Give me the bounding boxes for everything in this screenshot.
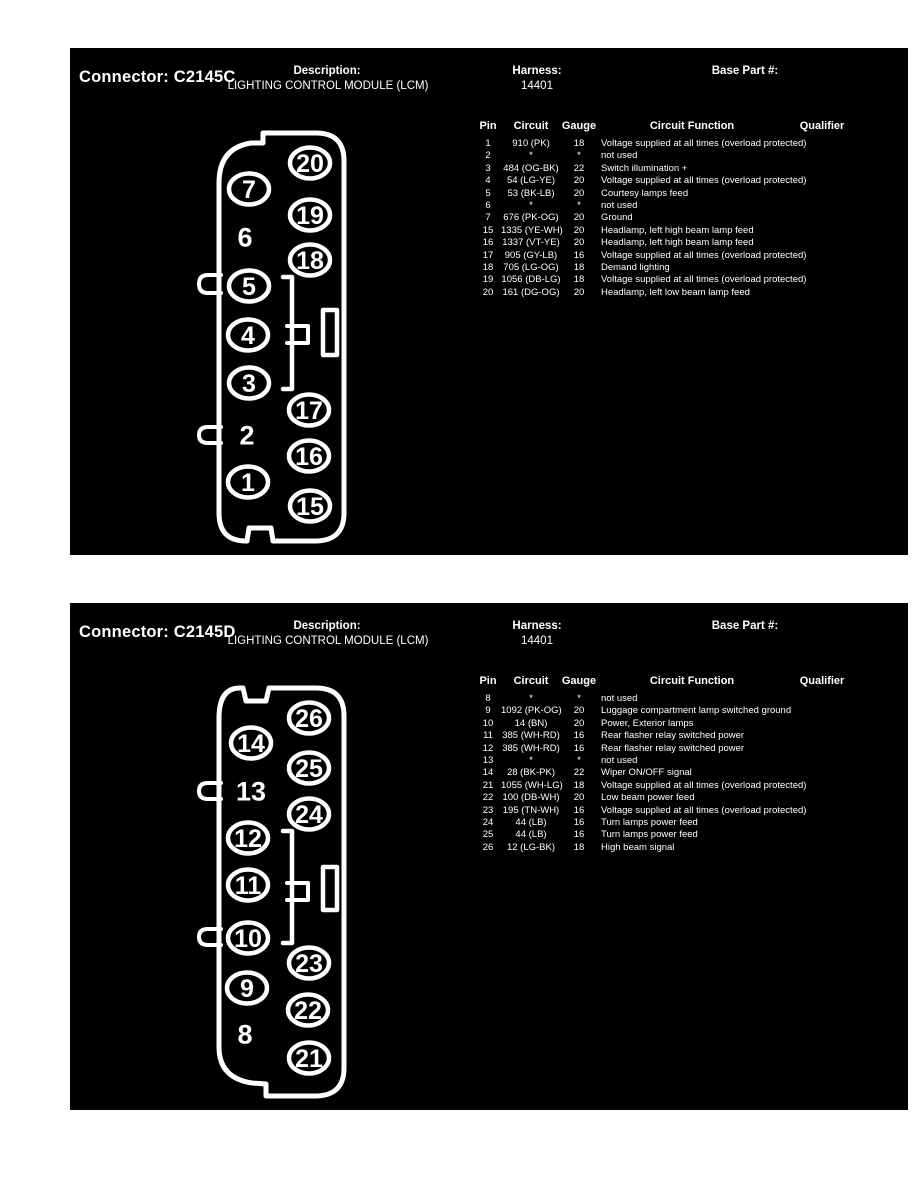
pin-number-8: 8 [237, 1019, 253, 1050]
pin-number-10: 10 [234, 925, 262, 953]
cell-function: Voltage supplied at all times (overload protected) [601, 804, 807, 816]
pin-number-19: 19 [296, 202, 324, 230]
cell-gauge: 20 [573, 187, 585, 199]
cell-gauge: 20 [573, 212, 585, 224]
connector-diagram [195, 683, 355, 1113]
cell-pin: 22 [482, 792, 494, 804]
connector-panel-c2145d [70, 603, 908, 1110]
cell-qualifier [787, 150, 857, 162]
cell-pin: 7 [485, 212, 491, 224]
cell-gauge: 20 [573, 224, 585, 236]
cell-function: not used [601, 693, 638, 704]
description-value: LIGHTING CONTROL MODULE (LCM) [227, 80, 429, 92]
pin-table-header [475, 120, 857, 138]
cell-circuit: 1337 (VT-YE) [502, 237, 560, 249]
cell-pin: 19 [482, 274, 494, 286]
cell-pin: 14 [482, 767, 494, 779]
pin-number-3: 3 [242, 370, 256, 398]
connector-title: Connector: C2145C [79, 68, 236, 86]
pin-table-body [475, 138, 857, 299]
cell-qualifier [787, 730, 857, 742]
cell-function: Headlamp, left high beam lamp feed [601, 224, 754, 236]
keyway-slot [323, 310, 337, 355]
col-header-function: Circuit Function [649, 675, 735, 687]
pin-table-row [475, 755, 857, 767]
pin-table-row [475, 188, 857, 200]
cell-circuit: 100 (DB-WH) [502, 792, 560, 804]
cell-qualifier [787, 817, 857, 829]
pin-group [227, 703, 329, 1074]
col-header-qualifier: Qualifier [799, 120, 845, 132]
cell-gauge: 20 [573, 792, 585, 804]
pin-table-row [475, 274, 857, 286]
col-header-function: Circuit Function [649, 120, 735, 132]
cell-function: Voltage supplied at all times (overload protected) [601, 274, 807, 286]
cell-pin: 12 [482, 742, 494, 754]
pin-table-row [475, 200, 857, 212]
base-part-label: Base Part #: [711, 65, 779, 77]
cell-gauge: * [577, 199, 581, 211]
cell-function: Low beam power feed [601, 792, 695, 804]
cell-circuit: 905 (GY-LB) [504, 249, 558, 261]
cell-qualifier [787, 262, 857, 274]
pin-table-row [475, 287, 857, 299]
cell-function: Power, Exterior lamps [601, 717, 694, 729]
col-header-pin: Pin [479, 675, 497, 687]
pin-number-18: 18 [296, 247, 324, 275]
cell-gauge: 18 [573, 779, 585, 791]
col-header-gauge: Gauge [561, 675, 597, 687]
cell-qualifier [787, 188, 857, 200]
cell-gauge: 16 [573, 804, 585, 816]
connector-diagram [195, 128, 355, 558]
cell-function: Rear flasher relay switched power [601, 742, 745, 754]
harness-label: Harness: [512, 620, 562, 632]
cell-gauge: * [577, 693, 581, 704]
col-header-qualifier: Qualifier [799, 675, 845, 687]
cell-circuit: 705 (LG-OG) [503, 261, 559, 273]
cell-function: Rear flasher relay switched power [601, 730, 745, 742]
cell-qualifier [787, 138, 857, 150]
cell-function: Voltage supplied at all times (overload protected) [601, 779, 807, 791]
pin-number-14: 14 [237, 730, 265, 758]
cell-gauge: 18 [573, 261, 585, 273]
cell-gauge: * [577, 754, 581, 766]
cell-circuit: 161 (DG-OG) [502, 286, 560, 298]
pin-table-row [475, 805, 857, 817]
pin-number-22: 22 [294, 997, 322, 1025]
cell-qualifier [787, 175, 857, 187]
pin-table [475, 675, 857, 854]
cell-qualifier [787, 805, 857, 817]
cell-pin: 9 [485, 705, 491, 717]
cell-gauge: 16 [573, 829, 585, 841]
cell-function: Wiper ON/OFF signal [601, 767, 692, 779]
cell-gauge: 20 [573, 717, 585, 729]
cell-function: Courtesy lamps feed [601, 187, 689, 199]
pin-number-21: 21 [295, 1045, 323, 1073]
cell-gauge: 16 [573, 816, 585, 828]
cell-qualifier [787, 163, 857, 175]
cell-circuit: 1335 (YE-WH) [501, 224, 563, 236]
cell-qualifier [787, 212, 857, 224]
cell-circuit: * [529, 150, 533, 162]
cell-gauge: 18 [573, 274, 585, 286]
cell-pin: 3 [485, 162, 491, 174]
cell-function: Voltage supplied at all times (overload protected) [601, 175, 807, 187]
pin-table-row [475, 175, 857, 187]
cell-circuit: 385 (WH-RD) [502, 742, 560, 754]
cell-qualifier [787, 705, 857, 717]
cell-function: Voltage supplied at all times (overload protected) [601, 138, 807, 149]
cell-qualifier [787, 237, 857, 249]
cell-qualifier [787, 718, 857, 730]
cell-pin: 1 [485, 138, 491, 149]
cell-circuit: 54 (LG-YE) [506, 175, 556, 187]
col-header-circuit: Circuit [513, 120, 549, 132]
cell-qualifier [787, 225, 857, 237]
pin-table-row [475, 212, 857, 224]
cell-qualifier [787, 829, 857, 841]
cell-circuit: 1055 (WH-LG) [501, 779, 563, 791]
pin-group [228, 148, 330, 522]
cell-qualifier [787, 693, 857, 705]
pin-table-row [475, 163, 857, 175]
cell-gauge: 18 [573, 841, 585, 853]
pin-number-7: 7 [242, 176, 256, 204]
cell-gauge: 16 [573, 730, 585, 742]
cell-gauge: 20 [573, 286, 585, 298]
cell-pin: 20 [482, 286, 494, 298]
cell-function: Headlamp, left high beam lamp feed [601, 237, 754, 249]
harness-value: 14401 [521, 80, 553, 92]
cell-pin: 17 [482, 249, 494, 261]
pin-number-6: 6 [237, 222, 253, 253]
cell-gauge: 18 [573, 138, 585, 149]
harness-label: Harness: [512, 65, 562, 77]
cell-function: Switch illumination + [601, 162, 688, 174]
pin-table-row [475, 842, 857, 854]
cell-function: Luggage compartment lamp switched ground [601, 705, 792, 717]
cell-function: High beam signal [601, 841, 675, 853]
harness-value: 14401 [521, 635, 553, 647]
pin-table-row [475, 817, 857, 829]
keyway-line [283, 277, 292, 389]
cell-qualifier [787, 780, 857, 792]
cell-qualifier [787, 274, 857, 286]
cell-circuit: 910 (PK) [512, 138, 550, 149]
pin-table-body [475, 693, 857, 854]
cell-gauge: 20 [573, 237, 585, 249]
cell-qualifier [787, 767, 857, 779]
pin-number-11: 11 [234, 872, 262, 900]
cell-pin: 8 [485, 693, 491, 704]
col-header-pin: Pin [479, 120, 497, 132]
cell-circuit: 12 (LG-BK) [506, 841, 556, 853]
pin-number-17: 17 [295, 397, 323, 425]
cell-qualifier [787, 200, 857, 212]
cell-circuit: 44 (LB) [515, 829, 547, 841]
pin-table-row [475, 767, 857, 779]
pin-table-row [475, 705, 857, 717]
pin-table-row [475, 829, 857, 841]
pin-table-header [475, 675, 857, 693]
pin-table-row [475, 743, 857, 755]
cell-function: not used [601, 199, 638, 211]
base-part-label: Base Part #: [711, 620, 779, 632]
pin-number-26: 26 [295, 705, 323, 733]
pin-number-1: 1 [241, 469, 255, 497]
pin-number-4: 4 [241, 322, 255, 350]
cell-qualifier [787, 792, 857, 804]
cell-pin: 6 [485, 199, 491, 211]
connector-panel-c2145c [70, 48, 908, 555]
cell-pin: 5 [485, 187, 491, 199]
pin-number-15: 15 [296, 493, 324, 521]
cell-function: Demand lighting [601, 261, 670, 273]
cell-pin: 21 [482, 779, 494, 791]
keyway-slot [323, 867, 337, 910]
cell-pin: 15 [482, 224, 494, 236]
description-label: Description: [293, 65, 361, 77]
cell-function: not used [601, 150, 638, 162]
pin-number-5: 5 [242, 273, 256, 301]
cell-gauge: 22 [573, 162, 585, 174]
cell-gauge: 22 [573, 767, 585, 779]
col-header-circuit: Circuit [513, 675, 549, 687]
cell-pin: 16 [482, 237, 494, 249]
cell-pin: 13 [482, 754, 494, 766]
pin-table-row [475, 150, 857, 162]
pin-table-row [475, 730, 857, 742]
cell-circuit: * [529, 693, 533, 704]
cell-pin: 10 [482, 717, 494, 729]
cell-circuit: * [529, 199, 533, 211]
pin-table-row [475, 792, 857, 804]
pin-number-16: 16 [295, 443, 323, 471]
connector-title: Connector: C2145D [79, 623, 236, 641]
cell-pin: 23 [482, 804, 494, 816]
cell-circuit: 14 (BN) [514, 717, 548, 729]
keyway-line [283, 831, 292, 943]
cell-function: Turn lamps power feed [601, 816, 698, 828]
pin-table-row [475, 250, 857, 262]
description-label: Description: [293, 620, 361, 632]
cell-pin: 2 [485, 150, 491, 162]
cell-pin: 25 [482, 829, 494, 841]
pin-table-row [475, 138, 857, 150]
cell-gauge: 16 [573, 742, 585, 754]
pin-table-row [475, 225, 857, 237]
cell-pin: 26 [482, 841, 494, 853]
cell-pin: 18 [482, 261, 494, 273]
pin-table [475, 120, 857, 299]
pin-number-25: 25 [295, 755, 323, 783]
col-header-gauge: Gauge [561, 120, 597, 132]
cell-pin: 24 [482, 816, 494, 828]
pin-table-row [475, 237, 857, 249]
cell-circuit: 44 (LB) [515, 816, 547, 828]
cell-gauge: * [577, 150, 581, 162]
cell-gauge: 20 [573, 705, 585, 717]
cell-qualifier [787, 743, 857, 755]
cell-function: Headlamp, left low beam lamp feed [601, 286, 750, 298]
cell-qualifier [787, 250, 857, 262]
cell-pin: 4 [485, 175, 491, 187]
cell-circuit: * [529, 754, 533, 766]
cell-gauge: 20 [573, 175, 585, 187]
cell-circuit: 676 (PK-OG) [503, 212, 559, 224]
pin-number-20: 20 [296, 150, 324, 178]
pin-table-row [475, 262, 857, 274]
description-value: LIGHTING CONTROL MODULE (LCM) [227, 635, 429, 647]
cell-pin: 11 [483, 730, 493, 742]
pin-number-13: 13 [235, 776, 267, 807]
cell-circuit: 195 (TN-WH) [502, 804, 560, 816]
pin-table-row [475, 693, 857, 705]
cell-qualifier [787, 755, 857, 767]
pin-number-23: 23 [295, 950, 323, 978]
cell-qualifier [787, 842, 857, 854]
cell-function: Ground [601, 212, 633, 224]
pin-number-24: 24 [295, 801, 323, 829]
cell-circuit: 1092 (PK-OG) [501, 705, 562, 717]
cell-function: Turn lamps power feed [601, 829, 698, 841]
cell-qualifier [787, 287, 857, 299]
pin-number-9: 9 [240, 975, 254, 1003]
cell-circuit: 28 (BK-PK) [506, 767, 556, 779]
pin-number-12: 12 [234, 825, 262, 853]
cell-circuit: 1056 (DB-LG) [501, 274, 561, 286]
pin-table-row [475, 718, 857, 730]
cell-function: Voltage supplied at all times (overload protected) [601, 249, 807, 261]
cell-circuit: 385 (WH-RD) [502, 730, 560, 742]
cell-gauge: 16 [573, 249, 585, 261]
pin-number-2: 2 [239, 420, 255, 451]
cell-circuit: 484 (OG-BK) [503, 162, 559, 174]
cell-function: not used [601, 754, 638, 766]
pin-table-row [475, 780, 857, 792]
cell-circuit: 53 (BK-LB) [507, 187, 555, 199]
